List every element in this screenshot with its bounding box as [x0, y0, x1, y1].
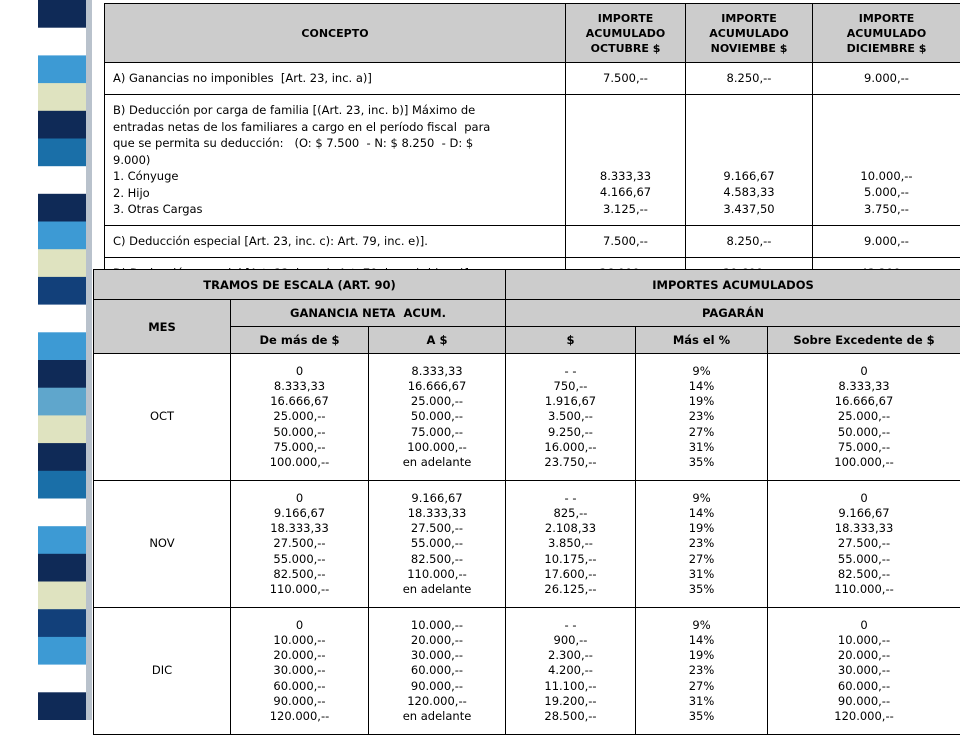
text-line: GANANCIA NETA ACUM. — [231, 306, 505, 320]
stripe-segment — [38, 637, 86, 665]
text-line: 9.250,-- — [506, 425, 635, 440]
text-line: 9.000) — [113, 152, 557, 169]
stripe-segment — [38, 554, 86, 582]
text-line: 3.125,-- — [566, 201, 685, 218]
text-line: 100.000,-- — [768, 455, 960, 470]
mes-cell — [94, 354, 231, 481]
decorative-stripe-band — [0, 0, 98, 720]
value-cell — [369, 608, 506, 735]
value-cell — [636, 354, 768, 481]
text-line: en adelante — [369, 709, 505, 724]
text-line: 60.000,-- — [231, 679, 368, 694]
stripe-pattern-icon — [0, 0, 98, 720]
stripe-segment — [38, 692, 86, 720]
text-line: 4.583,33 — [686, 184, 812, 201]
value-cell — [768, 608, 960, 735]
stripe-segment — [38, 443, 86, 471]
text-line: IMPORTE — [813, 11, 960, 26]
text-line: 23% — [636, 536, 767, 551]
header-pagaran — [506, 300, 960, 327]
text-line: 3.500,-- — [506, 409, 635, 424]
text-line: MES — [94, 320, 230, 334]
text-line: 3.437,50 — [686, 201, 812, 218]
text-line: 825,-- — [506, 506, 635, 521]
text-line: 9.166,67 — [231, 506, 368, 521]
deductions-header-row — [105, 4, 960, 63]
stripe-segment — [38, 360, 86, 388]
concepto-cell — [105, 63, 566, 95]
text-line: 90.000,-- — [768, 694, 960, 709]
value-cell — [231, 354, 369, 481]
text-line: 19% — [636, 648, 767, 663]
text-line: 9% — [636, 491, 767, 506]
deductions-table — [104, 3, 960, 290]
stripe-segment — [38, 139, 86, 167]
stripe-segment — [38, 471, 86, 499]
text-line: $ — [506, 333, 635, 347]
text-line: 16.666,67 — [768, 394, 960, 409]
text-line: 11.100,-- — [506, 679, 635, 694]
text-line: 100.000,-- — [231, 455, 368, 470]
text-line: De más de $ — [231, 333, 368, 347]
text-line: 60.000,-- — [369, 663, 505, 678]
header-mas-el — [636, 327, 768, 354]
text-line: 100.000,-- — [369, 440, 505, 455]
text-line: ACUMULADO — [566, 26, 685, 41]
value-cell — [768, 354, 960, 481]
text-line: 35% — [636, 582, 767, 597]
value-cell — [636, 608, 768, 735]
text-line: 8.250,-- — [686, 70, 812, 87]
text-line: 0 — [768, 364, 960, 379]
text-line: 8.333,33 — [369, 364, 505, 379]
header-sobre-excedente — [768, 327, 960, 354]
text-line: 4.166,67 — [566, 184, 685, 201]
text-line: B) Deducción por carga de familia [(Art. 23, inc. b)] Máximo de — [113, 102, 557, 119]
text-line: 8.333,33 — [566, 168, 685, 185]
text-line: 750,-- — [506, 379, 635, 394]
value-cell — [231, 481, 369, 608]
stripe-segment — [38, 28, 86, 56]
mes-cell — [94, 608, 231, 735]
stripe-segment — [38, 194, 86, 222]
text-line: 27% — [636, 425, 767, 440]
stripe-segment — [38, 582, 86, 610]
text-line: 9% — [636, 618, 767, 633]
stripe-segment — [38, 277, 86, 305]
text-line: - - — [506, 364, 635, 379]
text-line: 10.000,-- — [231, 633, 368, 648]
value-cell — [686, 226, 813, 258]
stripe-segment — [38, 415, 86, 443]
text-line: 0 — [231, 618, 368, 633]
header-tramos — [94, 270, 506, 300]
text-line: 30.000,-- — [369, 648, 505, 663]
text-line: 35% — [636, 709, 767, 724]
text-line: 23% — [636, 663, 767, 678]
text-line: 17.600,-- — [506, 567, 635, 582]
header-pesos — [506, 327, 636, 354]
text-line: - - — [506, 491, 635, 506]
text-line: CONCEPTO — [105, 26, 565, 41]
text-line: 900,-- — [506, 633, 635, 648]
value-cell — [813, 95, 960, 226]
text-line: 31% — [636, 567, 767, 582]
stripe-segment — [38, 249, 86, 277]
text-line: 28.500,-- — [506, 709, 635, 724]
text-line: 110.000,-- — [369, 567, 505, 582]
text-line: 25.000,-- — [231, 409, 368, 424]
text-line: 0 — [768, 491, 960, 506]
value-cell — [636, 481, 768, 608]
text-line: 1. Cónyuge — [113, 168, 557, 185]
text-line: 9.000,-- — [813, 70, 960, 87]
text-line: 35% — [636, 455, 767, 470]
stripe-segment — [38, 0, 86, 28]
text-line: OCTUBRE $ — [566, 41, 685, 56]
tax-scale-table — [93, 269, 960, 735]
header-octubre — [566, 4, 686, 63]
header-importes — [506, 270, 960, 300]
text-line: 20.000,-- — [369, 633, 505, 648]
table-row — [94, 481, 960, 608]
text-line: 31% — [636, 440, 767, 455]
text-line: 16.666,67 — [369, 379, 505, 394]
table-row — [105, 95, 960, 226]
value-cell — [566, 63, 686, 95]
text-line: 55.000,-- — [768, 552, 960, 567]
text-line: 90.000,-- — [369, 679, 505, 694]
text-line: 2.300,-- — [506, 648, 635, 663]
value-cell — [566, 226, 686, 258]
text-line: 3. Otras Cargas — [113, 201, 557, 218]
text-line: 27.500,-- — [768, 536, 960, 551]
text-line: 55.000,-- — [369, 536, 505, 551]
text-line: DICIEMBRE $ — [813, 41, 960, 56]
text-line: IMPORTES ACUMULADOS — [506, 278, 960, 292]
value-cell — [566, 95, 686, 226]
header-ganancia — [231, 300, 506, 327]
header-diciembre — [813, 4, 960, 63]
text-line: 27% — [636, 552, 767, 567]
text-line: 0 — [231, 491, 368, 506]
text-line: 9.166,67 — [686, 168, 812, 185]
concepto-cell — [105, 95, 566, 226]
value-cell — [369, 354, 506, 481]
text-line: 8.333,33 — [768, 379, 960, 394]
text-line: A) Ganancias no imponibles [Art. 23, inc. a)] — [113, 70, 557, 87]
text-line: 18.333,33 — [231, 521, 368, 536]
text-line: 19.200,-- — [506, 694, 635, 709]
text-line: Sobre Excedente de $ — [768, 333, 960, 347]
text-line: C) Deducción especial [Art. 23, inc. c): Art. 79, inc. e)]. — [113, 233, 557, 250]
text-line: 23% — [636, 409, 767, 424]
header-mes — [94, 300, 231, 354]
concepto-cell — [105, 226, 566, 258]
text-line: 23.750,-- — [506, 455, 635, 470]
text-line: - - — [506, 618, 635, 633]
text-line: DIC — [94, 663, 230, 678]
value-cell — [813, 226, 960, 258]
stripe-segment — [38, 83, 86, 111]
text-line: 75.000,-- — [369, 425, 505, 440]
text-line: 5.000,-- — [813, 184, 960, 201]
text-line: NOV — [94, 536, 230, 551]
text-line: 1.916,67 — [506, 394, 635, 409]
text-line: 30.000,-- — [768, 663, 960, 678]
text-line: PAGARÁN — [506, 306, 960, 320]
stripe-segment — [38, 305, 86, 333]
text-line: NOVIEMBE $ — [686, 41, 812, 56]
text-line: 82.500,-- — [768, 567, 960, 582]
value-cell — [686, 63, 813, 95]
text-line: 25.000,-- — [768, 409, 960, 424]
text-line: 4.200,-- — [506, 663, 635, 678]
text-line: Más el % — [636, 333, 767, 347]
text-line: 50.000,-- — [768, 425, 960, 440]
scale-header-row — [94, 270, 960, 300]
table-row — [105, 63, 960, 95]
text-line: 14% — [636, 506, 767, 521]
text-line: 18.333,33 — [369, 506, 505, 521]
stripe-edge — [86, 0, 92, 720]
text-line: 27.500,-- — [369, 521, 505, 536]
text-line: entradas netas de los familiares a cargo en el período fiscal para — [113, 119, 557, 136]
stripe-segment — [38, 222, 86, 250]
text-line: 19% — [636, 394, 767, 409]
text-line: 110.000,-- — [231, 582, 368, 597]
text-line: IMPORTE — [566, 11, 685, 26]
value-cell — [231, 608, 369, 735]
stripe-segment — [38, 609, 86, 637]
text-line: 20.000,-- — [231, 648, 368, 663]
text-line: 3.750,-- — [813, 201, 960, 218]
text-line: 27.500,-- — [231, 536, 368, 551]
header-concepto — [105, 4, 566, 63]
text-line: 3.850,-- — [506, 536, 635, 551]
stripe-segment — [38, 55, 86, 83]
text-line: 110.000,-- — [768, 582, 960, 597]
text-line: 19% — [636, 521, 767, 536]
scale-header-row — [94, 300, 960, 327]
text-line: 0 — [231, 364, 368, 379]
text-line: 30.000,-- — [231, 663, 368, 678]
text-line: 50.000,-- — [231, 425, 368, 440]
text-line: 75.000,-- — [768, 440, 960, 455]
value-cell — [506, 354, 636, 481]
text-line: 9.166,67 — [768, 506, 960, 521]
text-line: 82.500,-- — [231, 567, 368, 582]
text-line: 9.000,-- — [813, 233, 960, 250]
stripe-segment — [38, 499, 86, 527]
table-row — [94, 354, 960, 481]
text-line: 25.000,-- — [369, 394, 505, 409]
text-line: 90.000,-- — [231, 694, 368, 709]
header-noviembre — [686, 4, 813, 63]
text-line: 20.000,-- — [768, 648, 960, 663]
text-line: 82.500,-- — [369, 552, 505, 567]
text-line: 9.166,67 — [369, 491, 505, 506]
table-row — [105, 226, 960, 258]
text-line: A $ — [369, 333, 505, 347]
text-line: 2.108,33 — [506, 521, 635, 536]
text-line: 120.000,-- — [768, 709, 960, 724]
text-line: 8.333,33 — [231, 379, 368, 394]
text-line: 7.500,-- — [566, 70, 685, 87]
text-line: TRAMOS DE ESCALA (ART. 90) — [94, 278, 505, 292]
value-cell — [768, 481, 960, 608]
text-line: 120.000,-- — [231, 709, 368, 724]
text-line: 8.250,-- — [686, 233, 812, 250]
stripe-segment — [38, 526, 86, 554]
header-a — [369, 327, 506, 354]
text-line: 75.000,-- — [231, 440, 368, 455]
text-line: 60.000,-- — [768, 679, 960, 694]
value-cell — [369, 481, 506, 608]
header-de-mas-de — [231, 327, 369, 354]
stripe-segment — [38, 166, 86, 194]
text-line: 9% — [636, 364, 767, 379]
stripe-segment — [38, 665, 86, 693]
text-line: 16.666,67 — [231, 394, 368, 409]
text-line: 120.000,-- — [369, 694, 505, 709]
text-line: 18.333,33 — [768, 521, 960, 536]
text-line: 26.125,-- — [506, 582, 635, 597]
text-line: en adelante — [369, 582, 505, 597]
stripe-segment — [38, 111, 86, 139]
stripe-segment — [38, 332, 86, 360]
text-line: 10.000,-- — [813, 168, 960, 185]
text-line: 0 — [768, 618, 960, 633]
value-cell — [686, 95, 813, 226]
text-line: 27% — [636, 679, 767, 694]
text-line: OCT — [94, 409, 230, 424]
text-line: ACUMULADO — [686, 26, 812, 41]
text-line: en adelante — [369, 455, 505, 470]
text-line: 2. Hijo — [113, 185, 557, 202]
table-row — [94, 608, 960, 735]
text-line: 10.175,-- — [506, 552, 635, 567]
value-cell — [506, 481, 636, 608]
stripe-segment — [38, 388, 86, 416]
text-line: 50.000,-- — [369, 409, 505, 424]
text-line: IMPORTE — [686, 11, 812, 26]
text-line: 55.000,-- — [231, 552, 368, 567]
text-line: 31% — [636, 694, 767, 709]
text-line: 16.000,-- — [506, 440, 635, 455]
value-cell — [813, 63, 960, 95]
text-line: 14% — [636, 633, 767, 648]
text-line: ACUMULADO — [813, 26, 960, 41]
text-line: que se permita su deducción: (O: $ 7.500 - N: $ 8.250 - D: $ — [113, 135, 557, 152]
text-line: 14% — [636, 379, 767, 394]
text-line: 10.000,-- — [369, 618, 505, 633]
text-line: 10.000,-- — [768, 633, 960, 648]
mes-cell — [94, 481, 231, 608]
text-line: 7.500,-- — [566, 233, 685, 250]
value-cell — [506, 608, 636, 735]
